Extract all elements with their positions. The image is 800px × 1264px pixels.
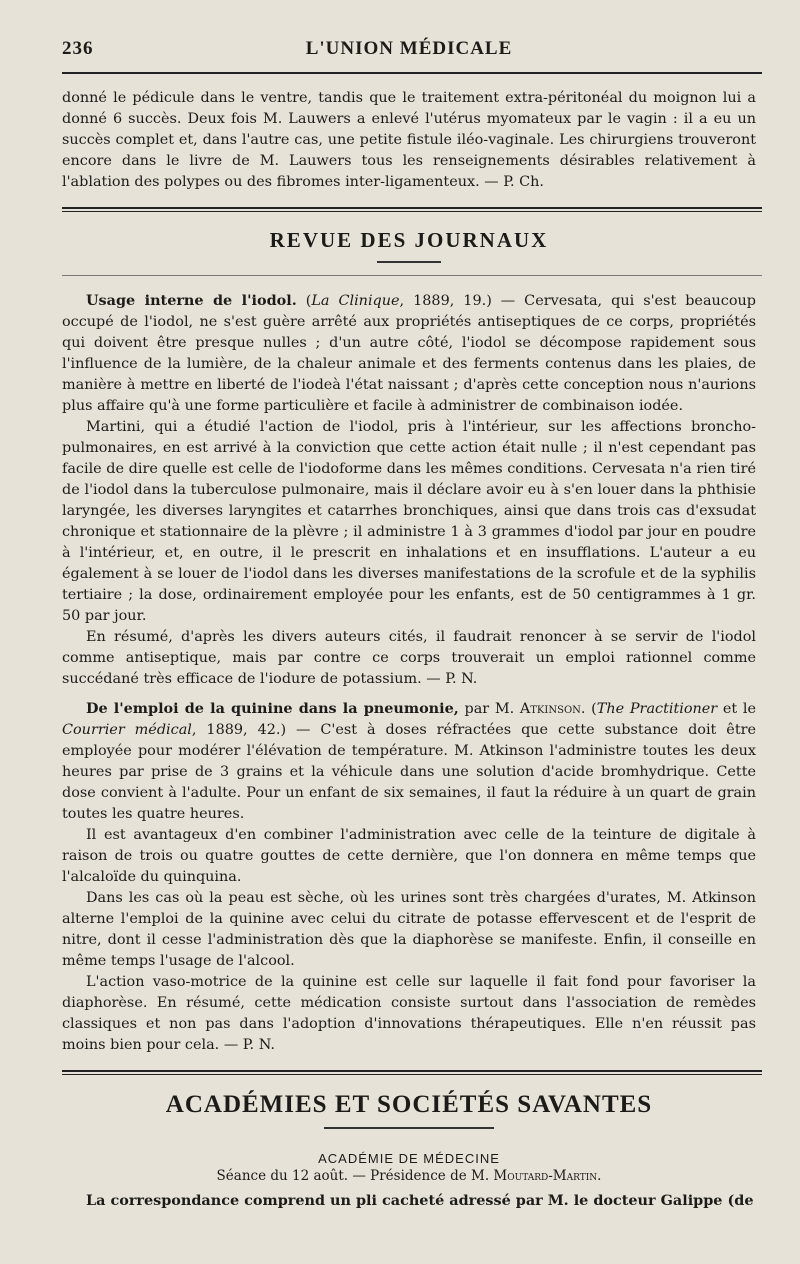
article-iodol-paragraph-3: En résumé, d'après les divers auteurs cités, il faudrait renoncer à se servir de l'iodol comme antiseptique, mais par contre ce corps trouverait un emploi rationnel comme succédané très efficace de l'iodure de potassium. — P. N. bbox=[62, 629, 756, 687]
article-iodol-heading: Usage interne de l'iodol. bbox=[86, 292, 297, 309]
article-quinine-paragraph-1 bbox=[62, 698, 756, 825]
section-divider-2 bbox=[62, 1070, 762, 1075]
source-rest: , 1889, 42.) — bbox=[191, 722, 311, 738]
article-iodol-paragraph-1 bbox=[62, 290, 756, 417]
author-name: Atkinson bbox=[519, 701, 581, 717]
article-quinine-paragraph-3: Dans les cas où la peau est sèche, où les urines sont très chargées d'urates, M. Atkinson alterne l'emploi de la quinine avec celui du citrate de potasse effervescent et de l'esprit de nitre, dont il cesse l'administration dès que la diaphorèse se manifeste. Enfin, il conseille en même temps l'usage de l'alcool. bbox=[62, 890, 756, 969]
source-rest: , 1889, 19.) — bbox=[399, 293, 516, 309]
byline-prefix: par M. bbox=[458, 701, 520, 717]
source-mid: et le bbox=[717, 701, 756, 717]
page-number: 236 bbox=[62, 38, 94, 59]
article-quinine-paragraph-2: Il est avantageux d'en combiner l'administration avec celle de la teinture de digitale à raison de trois ou quatre gouttes de cette dernière, que l'on donnera en même temps que l'alcaloïde du quinquina. bbox=[62, 827, 756, 885]
subsection-title: ACADÉMIE DE MÉDECINE bbox=[318, 1151, 500, 1166]
last-line: La correspondance comprend un pli cacheté adressé par M. le docteur Galippe (de bbox=[86, 1192, 754, 1209]
intro-paragraph: donné le pédicule dans le ventre, tandis que le traitement extra-péritonéal du moignon lui a donné 6 succès. Deux fois M. Lauwers a enlevé l'utérus myomateux par le vagin : il a eu un succès complet et, dans l'autre cas, une petite fistule iléo-vaginale. Les chirurgiens trouveront encore dans le livre de M. Lauwers tous les renseignements désirables relativement à l'ablation des polypes ou des fibromes inter-ligamenteux. — P. Ch. bbox=[62, 90, 756, 190]
title-underline bbox=[377, 261, 441, 263]
session-line bbox=[62, 1168, 756, 1184]
source-open: . ( bbox=[580, 701, 597, 717]
source-journal-2: Courrier médical bbox=[62, 722, 192, 738]
article-quinine-heading: De l'emploi de la quinine dans la pneumonie, bbox=[86, 700, 459, 717]
article-quinine-body: C'est à doses réfractées que cette substance doit être employée pour modérer l'élévation de température. M. Atkinson l'administre toutes les deux heures par prise de 3 grains et la véhicule dans une solution d'acide bromhydrique. Cette dose convient à l'adulte. Pour un enfant de six semaines, il faut la réduire à un quart de grain toutes les quatre heures. bbox=[62, 722, 756, 822]
section-divider bbox=[62, 207, 762, 212]
source-open: ( bbox=[296, 293, 312, 309]
running-head bbox=[62, 38, 756, 62]
source-journal-1: The Practitioner bbox=[596, 701, 718, 717]
article-iodol-body: Cervesata, qui s'est beaucoup occupé de l'iodol, ne s'est guère arrêté aux propriétés antiseptiques de ce corps, propriétés qui doivent être presque nulles ; d'un autre côté, l'iodol se décompose rapidement sous l'influence de la lumière, de la chaleur animale et des ferments contenus dans les plaies, de manière à mettre en liberté de l'iodeà l'état naissant ; d'après cette conception nous n'aurions plus affaire qu'à une forme particulière et facile à administrer de combinaison iodée. bbox=[62, 293, 756, 414]
article-quinine-paragraph-4: L'action vaso-motrice de la quinine est celle sur laquelle il fait fond pour favoriser la diaphorèse. En résumé, cette médication consiste surtout dans l'association de remèdes classiques et non pas dans l'adoption d'innovations thérapeutiques. Elle n'en réussit pas moins bien pour cela. — P. N. bbox=[62, 974, 756, 1053]
source-journal: La Clinique bbox=[311, 293, 400, 309]
journal-title: L'UNION MÉDICALE bbox=[305, 38, 513, 59]
section-title-academies: ACADÉMIES ET SOCIÉTÉS SAVANTES bbox=[165, 1091, 653, 1118]
section-title-revue: REVUE DES JOURNAUX bbox=[269, 228, 549, 252]
article-iodol-paragraph-2: Martini, qui a étudié l'action de l'iodol, pris à l'intérieur, sur les affections broncho-pulmonaires, en est arrivé à la conviction que cette action était nulle ; il n'est cependant pas facile de dire quelle est celle de l'iodoforme dans les mêmes conditions. Cervesata n'a rien tiré de l'iodol dans la tuberculose pulmonaire, mais il déclare avoir eu à s'en louer dans la phthisie laryngée, les diverses laryngites et catarrhes bronchiques, ainsi que dans trois cas d'exsudat chronique et stationnaire de la plèvre ; il administre 1 à 3 grammes d'iodol par jour en poudre à l'intérieur, et, en outre, il le prescrit en inhalations et en insufflations. L'auteur a eu également à se louer de l'iodol dans les diverses manifestations de la scrofule et de la syphilis tertiaire ; la dose, ordinairement employée pour les enfants, est de 50 centigrammes à 1 gr. 50 par jour. bbox=[62, 419, 756, 624]
header-rule bbox=[62, 72, 762, 74]
title-underline-2 bbox=[324, 1127, 494, 1129]
thin-divider bbox=[62, 275, 762, 276]
president-name: Moutard-Martin bbox=[493, 1168, 598, 1184]
session-prefix: Séance du 12 août. — Présidence de M. bbox=[216, 1168, 494, 1184]
session-suffix: . bbox=[597, 1168, 602, 1184]
